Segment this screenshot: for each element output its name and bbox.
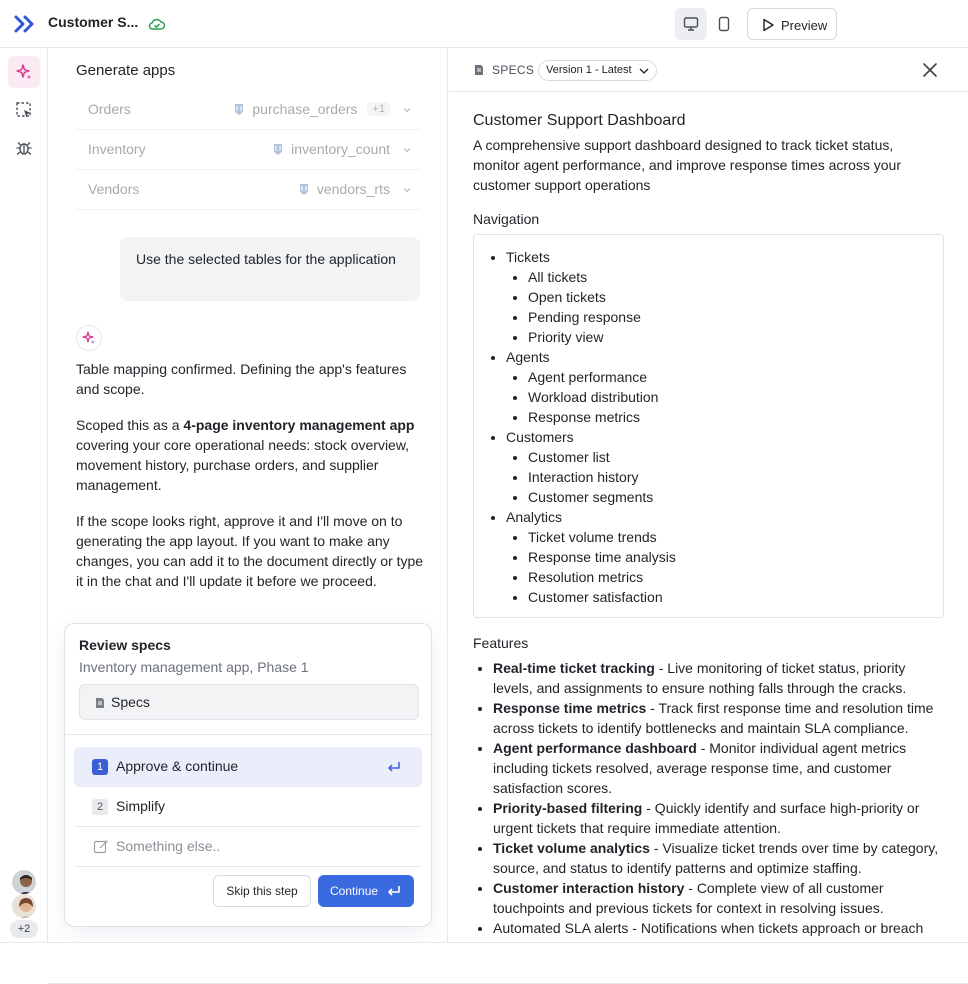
feature-name: Response time metrics (493, 700, 647, 716)
selected-tables-list (76, 90, 420, 210)
left-rail (0, 48, 48, 942)
feature-name: Agent performance dashboard (493, 740, 697, 756)
chevron-down-icon[interactable] (402, 105, 412, 115)
table-name: Orders (88, 101, 131, 117)
ai-message-paragraph: If the scope looks right, approve it and I'll move on to generating the app layout. If you want to make any changes, you can add it to the document directly or type it in the chat and I'll update it before we proceed. (76, 513, 424, 589)
rail-generate-button[interactable] (8, 56, 40, 88)
feature-description: - Track first response time and resolution time across tickets to identify bottlenecks and maintain SLA compliance. (493, 700, 934, 736)
user-message: Use the selected tables for the application (120, 237, 420, 301)
chevron-down-icon[interactable] (402, 185, 412, 195)
nav-section-item (506, 507, 943, 607)
nav-section-label: Customers (506, 429, 574, 445)
sparkle-icon (15, 63, 33, 81)
features-heading: Features (473, 635, 529, 651)
table-source-name: vendors_rts (316, 181, 390, 197)
table-source (271, 141, 390, 157)
spec-title: Customer Support Dashboard (473, 112, 686, 129)
option-number: 1 (92, 759, 108, 775)
avatar[interactable] (10, 892, 38, 920)
nav-subitems (506, 267, 943, 347)
feature-name: Real-time ticket tracking (493, 660, 655, 676)
nav-subitem: • Pending response (528, 307, 943, 327)
ai-message (76, 359, 426, 607)
chat-panel (48, 48, 448, 942)
monitor-icon (683, 16, 699, 32)
navigation-outline (473, 234, 944, 618)
nav-subitems (506, 367, 943, 427)
something-else-input[interactable] (74, 827, 422, 867)
review-specs-card (64, 623, 432, 927)
nav-subitem: • All tickets (528, 267, 943, 287)
play-icon (760, 17, 776, 33)
table-source-name: inventory_count (291, 141, 390, 157)
phone-icon (716, 16, 732, 32)
table-name: Vendors (88, 181, 140, 197)
something-else-placeholder: Something else.. (116, 838, 221, 854)
table-row[interactable] (76, 90, 420, 130)
continue-label: Continue (330, 884, 379, 898)
top-bar (0, 0, 968, 48)
desktop-view-button[interactable] (675, 8, 707, 40)
rail-debug-button[interactable] (8, 132, 40, 164)
nav-subitem: • Agent performance (528, 367, 943, 387)
feature-item (493, 658, 947, 698)
sparkle-icon (82, 331, 96, 345)
table-row[interactable] (76, 130, 420, 170)
feature-description: - Visualize ticket trends over time by category, source, and status to identify patterns and optimize staffing. (493, 840, 939, 876)
nav-subitem: • Workload distribution (528, 387, 943, 407)
nav-subitem: • Priority view (528, 327, 943, 347)
features-list-container (473, 658, 947, 938)
selection-icon (15, 101, 33, 119)
table-source (297, 181, 390, 197)
feature-item (493, 878, 947, 918)
nav-subitem: • Open tickets (528, 287, 943, 307)
nav-section-item (506, 247, 943, 347)
feature-name: Priority-based filtering (493, 800, 643, 816)
ai-avatar (76, 325, 102, 351)
document-icon (473, 64, 485, 76)
table-source-name: purchase_orders (252, 101, 358, 117)
more-collaborators-count[interactable]: +2 (10, 920, 38, 938)
specs-chip[interactable] (79, 684, 419, 720)
feature-name: Customer interaction history (493, 880, 685, 896)
cloud-sync-icon (148, 16, 166, 32)
feature-description: Automated SLA alerts - Notifications when tickets approach or breach (493, 920, 924, 936)
preview-button[interactable] (747, 8, 837, 40)
bug-icon (15, 139, 33, 157)
mobile-view-button[interactable] (712, 8, 736, 40)
database-icon (271, 142, 285, 156)
document-icon (94, 697, 106, 709)
feature-description: - Live monitoring of ticket status, priority levels, and assignments to ensure nothing falls through the cracks. (493, 660, 907, 696)
nav-section-item (506, 347, 943, 427)
option-number: 2 (92, 799, 108, 815)
nav-subitem: • Customer segments (528, 487, 943, 507)
feature-description: - Quickly identify and surface high-priority or urgent tickets that require immediate attention. (493, 800, 920, 836)
version-select[interactable] (538, 60, 657, 81)
version-value: Version 1 - Latest (546, 64, 632, 76)
ai-text-bold: 4-page inventory management app (183, 417, 415, 433)
feature-item (493, 918, 947, 938)
ai-message-paragraph (76, 415, 426, 495)
edit-icon (93, 839, 109, 855)
feature-description: - Monitor individual agent metrics including tickets resolved, average response time, and customer satisfaction scores. (493, 740, 907, 796)
preview-label: Preview (781, 18, 828, 33)
ai-message-paragraph: Table mapping confirmed. Defining the app's features and scope. (76, 361, 407, 397)
nav-subitem: • Customer satisfaction (528, 587, 943, 607)
option-label: Simplify (116, 798, 166, 814)
chevron-down-icon (639, 67, 649, 75)
nav-subitem: • Response time analysis (528, 547, 943, 567)
features-list (473, 658, 947, 938)
skip-step-button[interactable]: Skip this step (213, 875, 311, 907)
app-title[interactable]: Customer S... (48, 14, 139, 30)
feature-item (493, 698, 947, 738)
collaborator-avatars[interactable] (10, 868, 38, 938)
divider (74, 866, 422, 867)
nav-subitem: • Ticket volume trends (528, 527, 943, 547)
feature-item (493, 838, 947, 878)
database-icon (232, 102, 246, 116)
continue-button[interactable] (318, 875, 414, 907)
specs-chip-label: Specs (111, 694, 150, 710)
nav-subitem: • Resolution metrics (528, 567, 943, 587)
chat-header-title: Generate apps (76, 62, 176, 79)
approve-continue-option[interactable] (74, 747, 422, 787)
specs-panel (449, 48, 968, 942)
review-title: Review specs (79, 637, 171, 653)
feature-item (493, 738, 947, 798)
specs-label: SPECS (492, 63, 535, 77)
table-row[interactable] (76, 170, 420, 210)
feature-item (493, 798, 947, 838)
nav-subitems (506, 447, 943, 507)
simplify-option[interactable] (74, 787, 422, 827)
nav-subitem: • Response metrics (528, 407, 943, 427)
nav-section-label: Tickets (506, 249, 550, 265)
option-label: Approve & continue (116, 758, 239, 774)
nav-section-label: Analytics (506, 509, 563, 525)
divider (65, 734, 431, 735)
ai-text-span: covering your core operational needs: stock overview, movement history, purchase orders, and supplier management. (76, 437, 410, 493)
spec-description: A comprehensive support dashboard designed to track ticket status, monitor agent performance, and improve response times across your customer support operations (473, 137, 901, 193)
navigation-heading: Navigation (473, 211, 540, 227)
table-source (232, 101, 390, 117)
table-name: Inventory (88, 141, 146, 157)
review-subtitle: Inventory management app, Phase 1 (79, 659, 309, 675)
specs-header (449, 48, 968, 92)
table-extra-badge: +1 (367, 102, 390, 116)
nav-section-label: Agents (506, 349, 550, 365)
nav-subitems (506, 527, 943, 607)
app-logo-icon[interactable] (14, 14, 36, 34)
avatar[interactable] (10, 868, 38, 896)
navigation-list (474, 247, 943, 607)
enter-key-icon (386, 760, 402, 774)
feature-name: Ticket volume analytics (493, 840, 650, 856)
close-icon[interactable] (923, 63, 937, 77)
feature-description: - Complete view of all customer touchpoints and previous tickets for context in resolving issues. (493, 880, 884, 916)
nav-subitem: • Customer list (528, 447, 943, 467)
nav-section-item (506, 427, 943, 507)
nav-subitem: • Interaction history (528, 467, 943, 487)
bottom-strip (0, 942, 968, 984)
chevron-down-icon[interactable] (402, 145, 412, 155)
rail-select-button[interactable] (8, 94, 40, 126)
enter-key-icon (386, 884, 402, 898)
ai-text-span: Scoped this as a (76, 417, 184, 433)
database-icon (297, 182, 311, 196)
